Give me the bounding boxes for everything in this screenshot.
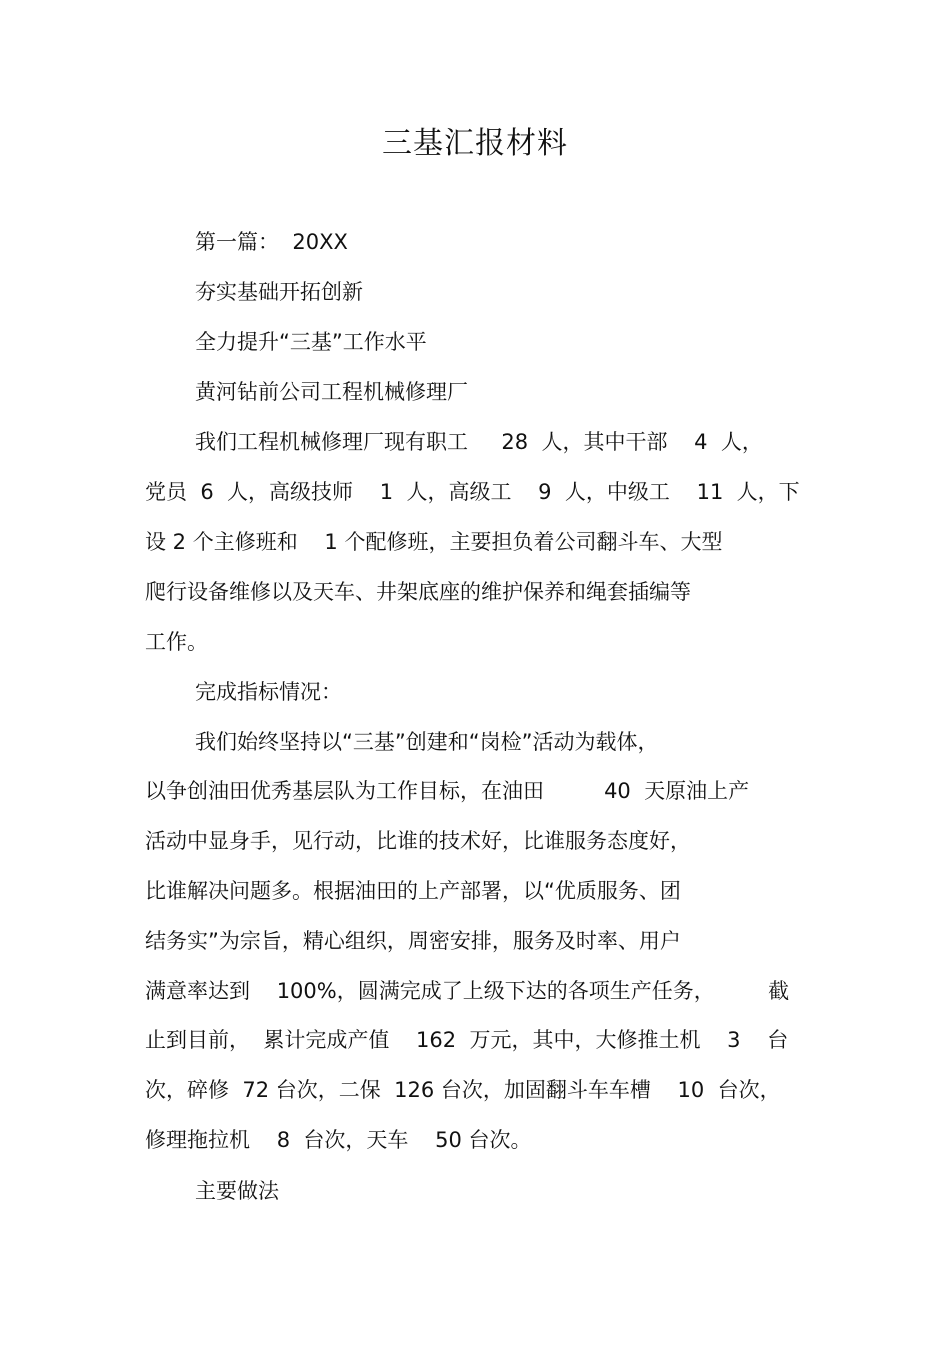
paragraph2-line-9: 修理拖拉机 8 台次，天车 50 台次。 <box>145 1128 532 1152</box>
paragraph2-line-4: 比谁解决问题多。根据油田的上产部署，以“优质服务、团 <box>145 879 681 903</box>
document-title: 三基汇报材料 <box>382 126 568 161</box>
section2-heading: 主要做法 <box>195 1179 279 1203</box>
section1-heading: 完成指标情况： <box>195 680 342 704</box>
paragraph1-line-1: 我们工程机械修理厂现有职工 28 人，其中干部 4 人， <box>195 430 763 454</box>
paragraph2-line-8: 次，碎修 72 台次，二保 126 台次，加固翻斗车车槽 10 台次， <box>145 1078 781 1102</box>
paragraph2-line-3: 活动中显身手，见行动，比谁的技术好，比谁服务态度好， <box>145 829 691 853</box>
paragraph2-line-5: 结务实”为宗旨，精心组织，周密安排，服务及时率、用户 <box>145 929 681 953</box>
paragraph2-line-6: 满意率达到 100%，圆满完成了上级下达的各项生产任务， 截 <box>145 979 790 1003</box>
header-line-3: 全力提升“三基”工作水平 <box>195 330 427 354</box>
paragraph2-line-7: 止到目前， 累计完成产值 162 万元，其中，大修推土机 3 台 <box>145 1028 789 1052</box>
paragraph1-line-5: 工作。 <box>145 630 208 654</box>
paragraph2-line-1: 我们始终坚持以“三基”创建和“岗检”活动为载体， <box>195 730 659 754</box>
paragraph2-line-2: 以争创油田优秀基层队为工作目标，在油田 40 天原油上产 <box>145 779 750 803</box>
header-line-1: 第一篇： 20XX <box>195 230 348 254</box>
header-line-2: 夯实基础开拓创新 <box>195 280 363 304</box>
header-line-4: 黄河钻前公司工程机械修理厂 <box>195 380 468 404</box>
paragraph1-line-2: 党员 6 人，高级技师 1 人，高级工 9 人，中级工 11 人，下 <box>145 480 800 504</box>
paragraph1-line-4: 爬行设备维修以及天车、井架底座的维护保养和绳套插编等 <box>145 580 691 604</box>
paragraph1-line-3: 设 2 个主修班和 1 个配修班，主要担负着公司翻斗车、大型 <box>145 530 723 554</box>
